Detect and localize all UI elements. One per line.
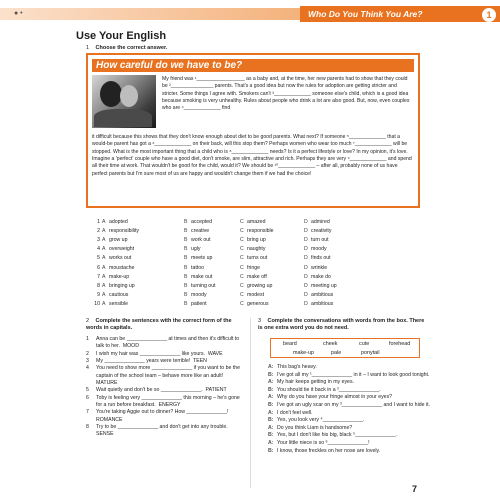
option-b[interactable]: work out xyxy=(191,237,211,244)
speaker-label: A: xyxy=(268,424,274,431)
option-letter: B xyxy=(184,282,188,289)
option-row-number: 3 xyxy=(97,237,100,244)
option-letter: C xyxy=(240,291,244,298)
exercise2-number: 2 xyxy=(86,318,90,324)
option-a[interactable]: works out xyxy=(109,255,132,262)
option-row xyxy=(92,265,422,273)
exercise2-item xyxy=(86,424,242,439)
speaker-label: A: xyxy=(268,364,274,370)
item-number: 5 xyxy=(86,387,89,394)
option-letter: D xyxy=(304,219,308,225)
option-a[interactable]: bringing up xyxy=(109,282,135,289)
option-letter: A xyxy=(102,282,106,289)
option-letter: A xyxy=(102,237,106,244)
option-letter: C xyxy=(240,264,244,271)
box-word: cheek xyxy=(323,341,338,347)
line-text[interactable]: I've got an ugly scar on my ³______________ and I want to hide it. xyxy=(277,401,430,408)
conversation-line xyxy=(268,402,436,410)
option-b[interactable]: turning out xyxy=(191,282,216,289)
exercise2-instruction xyxy=(86,318,246,332)
exercise2-instruction-text: Complete the sentences with the correct form of the words in capitals. xyxy=(86,318,232,331)
option-b[interactable]: accepted xyxy=(191,219,213,225)
option-c[interactable]: modest xyxy=(247,291,265,298)
option-letter: B xyxy=(184,255,188,262)
option-d[interactable]: wrinkle xyxy=(311,264,328,271)
option-row xyxy=(92,255,422,263)
option-row-number: 6 xyxy=(97,264,100,271)
option-row-number: 2 xyxy=(97,228,100,235)
speaker-label: A: xyxy=(268,379,274,386)
option-letter: D xyxy=(304,264,308,271)
page-header xyxy=(0,0,500,24)
exercise2-item xyxy=(86,358,242,365)
option-letter: B xyxy=(184,264,188,271)
conversation-line xyxy=(268,364,436,372)
option-c[interactable]: responsible xyxy=(247,228,274,235)
option-a[interactable]: grow up xyxy=(109,237,128,244)
option-b[interactable]: patient xyxy=(191,300,207,307)
conversation-lines xyxy=(268,364,436,455)
item-text[interactable]: Wait quietly and don't be so ______________. PATIENT xyxy=(96,387,227,394)
speaker-label: B: xyxy=(268,432,274,439)
option-d[interactable]: ambitious xyxy=(311,300,334,307)
line-text[interactable]: Your little niece is so ⁶______________! xyxy=(277,439,370,446)
conversation-line xyxy=(268,379,436,387)
option-letter: A xyxy=(102,273,106,280)
exercise2-item xyxy=(86,365,242,387)
conversation-line xyxy=(268,432,436,440)
exercise2-item xyxy=(86,387,242,394)
article-paragraph-bottom: it difficult because this shows that they don't know enough about diet to be good parents. What next? If someone ⁵_____________ that a would-be parent has got a ⁶_____________ on their back, will this stop them? Perhaps women who wear too much ⁷_____________ will be stopped. What is the most important thing that a child who is ⁸_____________ needs? Is it a perfect lifestyle or love? In my opinion, it's love. Imagine a 'perfect' couple who have a good diet, don't smoke, are slim, attractive and rich. Perhaps they are very ⁹_____________ and spend all their time at work. That wouldn't be good for the child, would it? We should be ¹⁰_____________ – after all, probably none of us have perfect parents but I'm sure most of us are happy and wouldn't change them if we had the choice! xyxy=(92,134,414,177)
option-c[interactable]: naughty xyxy=(247,246,266,253)
article-box xyxy=(86,53,420,208)
exercise2-items xyxy=(86,336,242,439)
option-b[interactable]: meets up xyxy=(191,255,213,262)
option-letter: D xyxy=(304,246,308,253)
option-letter: C xyxy=(240,219,244,225)
line-text[interactable]: Why do you have your fringe almost in your eyes? xyxy=(277,394,393,401)
option-letter: A xyxy=(102,219,106,225)
option-a[interactable]: make-up xyxy=(109,273,130,280)
box-word: pale xyxy=(331,350,342,356)
line-text[interactable]: I don't feel well. xyxy=(277,409,313,416)
box-word: cute xyxy=(359,341,370,347)
option-d[interactable]: finds out xyxy=(311,255,331,262)
box-word: beard xyxy=(283,341,297,347)
option-d[interactable]: creativity xyxy=(311,228,332,235)
option-c[interactable]: make off xyxy=(247,273,267,280)
option-row-number: 8 xyxy=(97,282,100,289)
conversation-line xyxy=(268,425,436,433)
exercise3-instruction xyxy=(258,318,428,332)
article-photo xyxy=(92,75,156,128)
option-letter: B xyxy=(184,228,188,235)
option-c[interactable]: growing up xyxy=(247,282,273,289)
option-row-number: 4 xyxy=(97,246,100,253)
line-text[interactable]: Yes, you look very ⁴______________. xyxy=(277,417,365,424)
exercise2-item xyxy=(86,336,242,351)
option-letter: B xyxy=(184,291,188,298)
exercise3-number: 3 xyxy=(258,318,262,324)
option-letter: B xyxy=(184,219,188,225)
line-text[interactable]: I've got all my ¹______________ in it – I want to look good tonight. xyxy=(277,371,430,378)
option-row-number: 1 xyxy=(97,219,100,225)
option-letter: A xyxy=(102,291,106,298)
item-text[interactable]: My ______________ years were terrible! TEEN xyxy=(96,358,207,365)
speaker-label: B: xyxy=(268,371,274,378)
exercise1-instruction-text: Choose the correct answer. xyxy=(95,45,168,51)
conversation-line xyxy=(268,410,436,418)
option-row xyxy=(92,246,422,254)
unit-title-banner xyxy=(300,6,500,22)
conversation-line xyxy=(268,387,436,395)
option-a[interactable]: moustache xyxy=(109,264,135,271)
speaker-label: A: xyxy=(268,439,274,446)
item-text[interactable]: Try to be ______________ and don't get into any trouble. SENSE xyxy=(96,424,231,438)
option-a[interactable]: overweight xyxy=(109,246,135,253)
option-b[interactable]: tattoo xyxy=(191,264,204,271)
option-letter: A xyxy=(102,228,106,235)
option-letter: C xyxy=(240,282,244,289)
item-number: 3 xyxy=(86,358,89,365)
option-a[interactable]: responsibility xyxy=(109,228,139,235)
line-text[interactable]: I know, those freckles on her nose are lovely. xyxy=(277,447,381,454)
option-letter: D xyxy=(304,228,308,235)
unit-number-badge: 1 xyxy=(482,8,496,22)
option-letter: D xyxy=(304,291,308,298)
option-c[interactable]: fringe xyxy=(247,264,260,271)
section-title: Use Your English xyxy=(76,30,167,42)
unit-title: Who Do You Think You Are? xyxy=(308,9,423,19)
conversation-line xyxy=(268,417,436,425)
box-word: ponytail xyxy=(361,350,380,356)
option-row xyxy=(92,219,422,227)
option-letter: D xyxy=(304,300,308,307)
exercise1-number: 1 xyxy=(86,45,90,51)
option-letter: B xyxy=(184,246,188,253)
conversation-line xyxy=(268,372,436,380)
conversation-line xyxy=(268,440,436,448)
option-c[interactable]: bring up xyxy=(247,237,266,244)
box-word: make-up xyxy=(293,350,314,356)
item-number: 6 xyxy=(86,394,89,401)
article-title: How careful do we have to be? xyxy=(92,59,414,72)
option-row-number: 10 xyxy=(94,300,100,307)
option-b[interactable]: creative xyxy=(191,228,210,235)
option-row xyxy=(92,237,422,245)
option-d[interactable]: ambitious xyxy=(311,291,334,298)
option-row xyxy=(92,292,422,300)
option-letter: A xyxy=(102,300,106,307)
option-a[interactable]: cautious xyxy=(109,291,129,298)
option-letter: A xyxy=(102,246,106,253)
item-text[interactable]: You need to show more ______________ if you want to be the captain of the school team – behave more like an adult! MATURE xyxy=(96,365,242,387)
option-c[interactable]: turns out xyxy=(247,255,268,262)
option-d[interactable]: turn out xyxy=(311,237,329,244)
option-d[interactable]: make do xyxy=(311,273,331,280)
header-stripe xyxy=(0,8,300,20)
exercise3-instruction-text: Complete the conversations with words from the box. There is one extra word you do not need. xyxy=(258,318,425,331)
item-number: 4 xyxy=(86,365,89,372)
option-letter: D xyxy=(304,255,308,262)
option-letter: D xyxy=(304,273,308,280)
option-letter: B xyxy=(184,237,188,244)
option-row-number: 7 xyxy=(97,273,100,280)
line-text[interactable]: My hair keeps getting in my eyes. xyxy=(277,379,354,386)
option-letter: C xyxy=(240,237,244,244)
option-d[interactable]: moody xyxy=(311,246,327,253)
item-text[interactable]: Anna can be ______________ at times and then it's difficult to talk to her. MOOD xyxy=(96,336,241,350)
option-b[interactable]: ugly xyxy=(191,246,201,253)
conversation-line xyxy=(268,448,436,456)
item-text[interactable]: Toby is feeling very ______________ this morning – he's gone for a run before breakfast. ENERGY xyxy=(96,394,242,409)
speaker-label: A: xyxy=(268,394,274,401)
option-letter: C xyxy=(240,228,244,235)
option-row xyxy=(92,274,422,282)
item-text[interactable]: You're taking Aggie out to dinner? How ______________! ROMANCE xyxy=(96,409,232,423)
item-number: 2 xyxy=(86,350,89,357)
conversation-line xyxy=(268,394,436,402)
option-row-number: 5 xyxy=(97,255,100,262)
speaker-label: B: xyxy=(268,401,274,408)
option-a[interactable]: sensible xyxy=(109,300,129,307)
option-d[interactable]: admired xyxy=(311,219,330,225)
speaker-label: B: xyxy=(268,447,274,454)
speaker-label: A: xyxy=(268,409,274,416)
exercise2-item xyxy=(86,409,242,424)
option-letter: D xyxy=(304,237,308,244)
option-c[interactable]: generous xyxy=(247,300,269,307)
option-letter: C xyxy=(240,273,244,280)
item-number: 8 xyxy=(86,424,89,431)
article-paragraph-top: My friend was ¹_________________ as a baby and, at the time, her new parents had to show that they could be ²_______________ parents. That's a good idea but now the rules for adoption are getting stricter and stricter. Some things I agree with. Smokers can't ³_____________ someone else's child, which is a good idea because smoking is very unhealthy. Rules about people who drink a lot are also good. But, now, even couples who are ⁴_____________ find xyxy=(162,76,411,112)
option-row xyxy=(92,228,422,236)
exercise2-item xyxy=(86,395,242,410)
option-letter: D xyxy=(304,282,308,289)
option-a[interactable]: adopted xyxy=(109,219,128,225)
option-row xyxy=(92,283,422,291)
line-text[interactable]: This bag's heavy. xyxy=(277,364,317,370)
page-number: 7 xyxy=(412,484,418,494)
item-number: 1 xyxy=(86,336,89,342)
exercise2-item xyxy=(86,351,242,358)
option-d[interactable]: meeting up xyxy=(311,282,337,289)
line-text[interactable]: Yes, but I don't like his big, black ⁵______________. xyxy=(277,432,398,439)
option-b[interactable]: make out xyxy=(191,273,213,280)
option-row xyxy=(92,301,422,309)
option-letter: B xyxy=(184,273,188,280)
header-marker: ● • xyxy=(14,10,23,17)
box-word: forehead xyxy=(389,341,411,347)
option-letter: C xyxy=(240,255,244,262)
item-number: 7 xyxy=(86,409,89,416)
speaker-label: B: xyxy=(268,417,274,424)
option-c[interactable]: amazed xyxy=(247,219,266,225)
option-b[interactable]: moody xyxy=(191,291,207,298)
option-letter: A xyxy=(102,264,106,271)
speaker-label: B: xyxy=(268,386,274,393)
word-box xyxy=(270,338,420,358)
option-row-number: 9 xyxy=(97,291,100,298)
option-letter: C xyxy=(240,300,244,307)
column-divider xyxy=(250,318,251,488)
line-text[interactable]: You should tie it back in a ²______________. xyxy=(277,386,381,393)
option-letter: C xyxy=(240,246,244,253)
exercise1-instruction xyxy=(86,45,167,51)
line-text[interactable]: Do you think Liam is handsome? xyxy=(277,424,353,431)
item-text[interactable]: I wish my hair was ______________ like yours. WAVE xyxy=(96,350,223,357)
option-letter: A xyxy=(102,255,106,262)
option-letter: B xyxy=(184,300,188,307)
